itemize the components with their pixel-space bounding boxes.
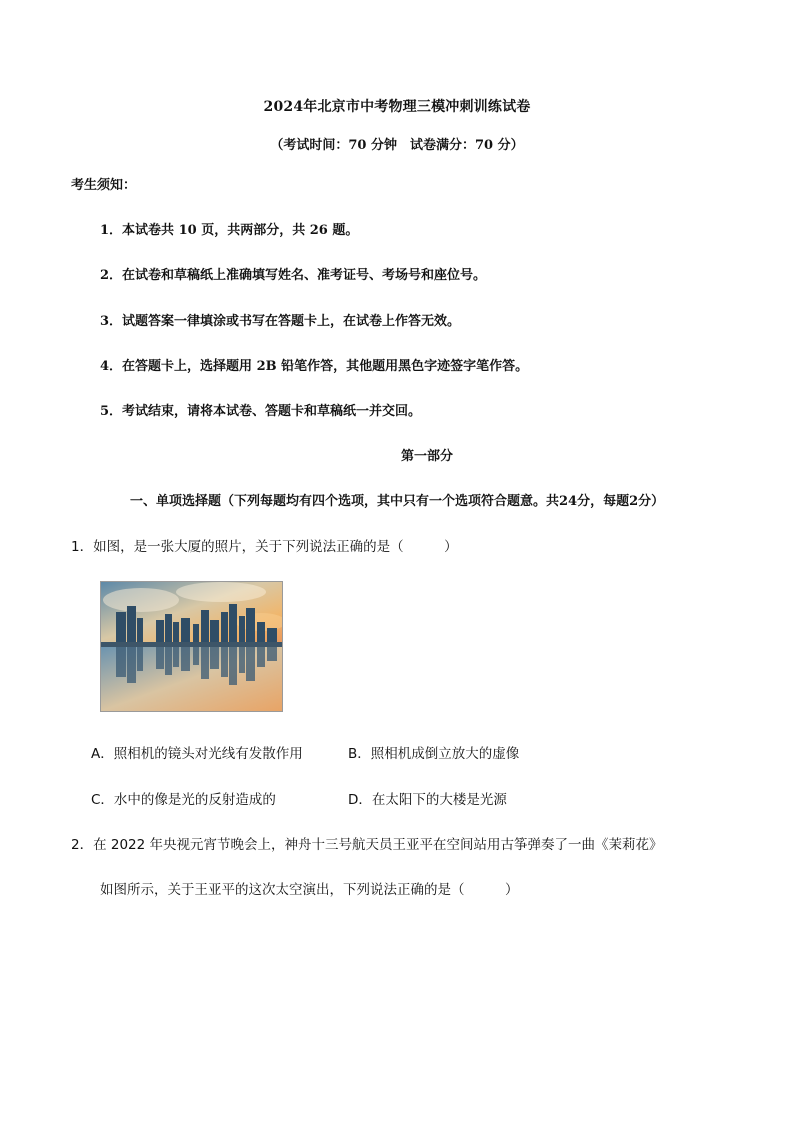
question-1-stem: 1．如图，是一张大厦的照片，关于下列说法正确的是（ ）: [71, 539, 458, 555]
question-1-option-b: B．照相机成倒立放大的虚像: [348, 746, 520, 762]
question-2-stem: 2．在 2022 年央视元宵节晚会上，神舟十三号航天员王亚平在空间站用古筝弹奏了一曲《茉莉花》: [71, 837, 663, 853]
notice-item-3: 3．试题答案一律填涂或书写在答题卡上，在试卷上作答无效。: [100, 314, 461, 329]
notice-item-5: 5．考试结束，请将本试卷、答题卡和草稿纸一并交回。: [100, 404, 422, 419]
exam-info: （考试时间：70 分钟 试卷满分：70 分）: [270, 138, 524, 153]
section-heading: 一、单项选择题（下列每题均有四个选项，其中只有一个选项符合题意。共24分，每题2分）: [130, 494, 665, 509]
part-title: 第一部分: [400, 449, 453, 464]
question-1-option-d: D．在太阳下的大楼是光源: [348, 792, 507, 808]
notice-heading: 考生须知：: [71, 178, 137, 193]
notice-item-2: 2．在试卷和草稿纸上准确填写姓名、准考证号、考场号和座位号。: [100, 268, 487, 283]
question-2-stem-continued: 如图所示，关于王亚平的这次太空演出，下列说法正确的是（ ）: [100, 882, 519, 898]
skyline-photo: [100, 581, 283, 712]
page-title: 2024年北京市中考物理三模冲刺训练试卷: [263, 99, 531, 115]
question-1-option-c: C．水中的像是光的反射造成的: [91, 792, 276, 808]
question-1-option-a: A．照相机的镜头对光线有发散作用: [91, 746, 303, 762]
notice-item-4: 4．在答题卡上，选择题用 2B 铅笔作答，其他题用黑色字迹签字笔作答。: [100, 359, 529, 374]
notice-item-1: 1．本试卷共 10 页，共两部分，共 26 题。: [100, 223, 359, 238]
